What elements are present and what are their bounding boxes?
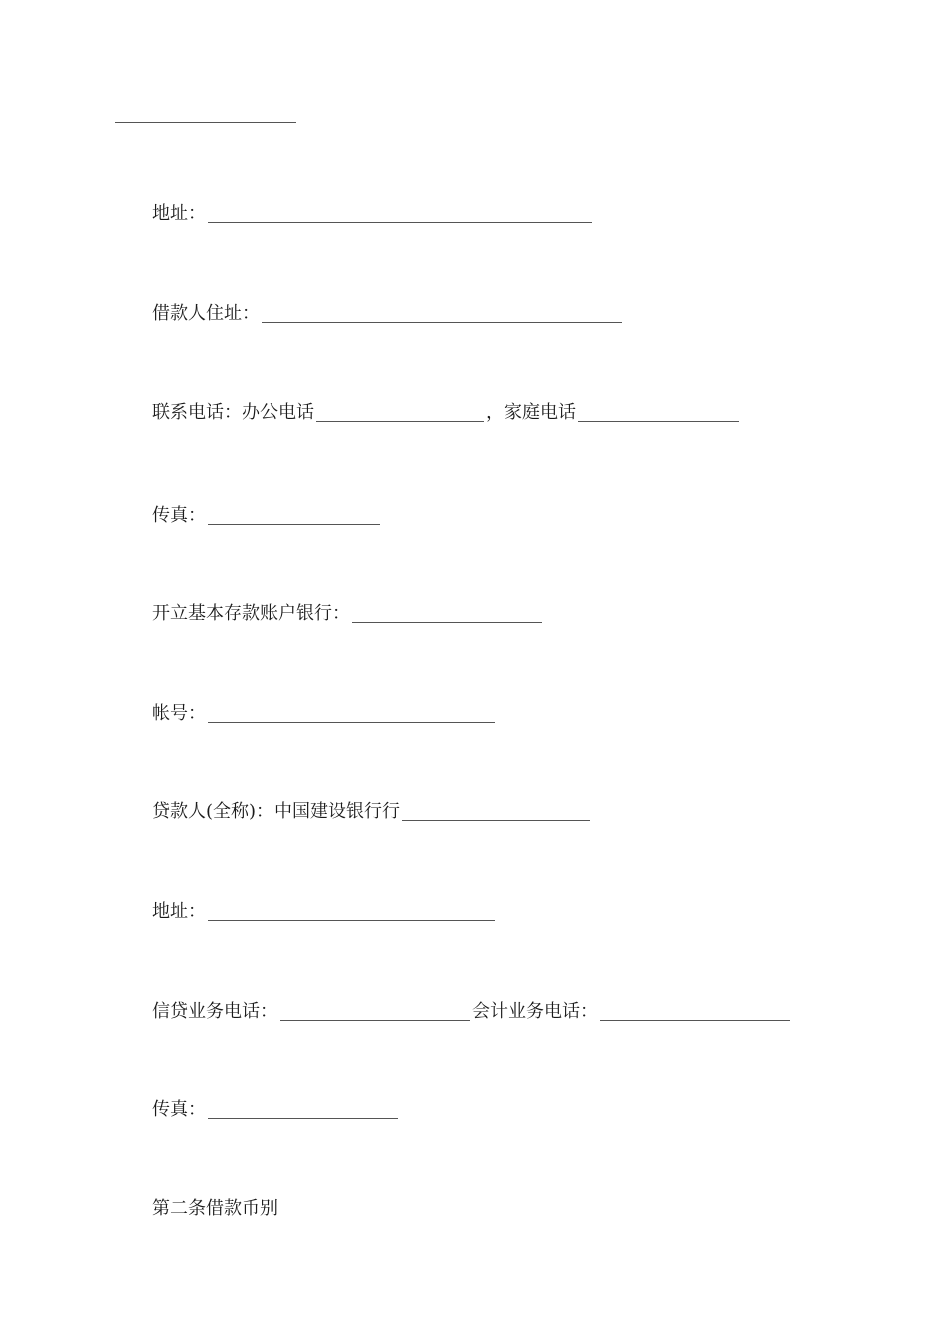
bank-label: 开立基本存款账户银行： bbox=[152, 603, 350, 624]
bank-blank[interactable] bbox=[352, 622, 542, 623]
line-address-1 bbox=[152, 201, 594, 227]
line-bank bbox=[152, 601, 544, 627]
accounting-phone-blank[interactable] bbox=[600, 1020, 790, 1021]
lender-blank[interactable] bbox=[402, 820, 590, 821]
account-label: 帐号： bbox=[152, 703, 206, 724]
address-label: 地址： bbox=[152, 203, 206, 224]
fax-blank[interactable] bbox=[208, 524, 380, 525]
lender-address-label: 地址： bbox=[152, 901, 206, 922]
lender-fax-blank[interactable] bbox=[208, 1118, 398, 1119]
line-borrower-address bbox=[152, 301, 624, 327]
lender-address-blank[interactable] bbox=[208, 920, 495, 921]
address-blank[interactable] bbox=[208, 222, 592, 223]
borrower-address-label: 借款人住址： bbox=[152, 303, 260, 324]
home-phone-blank[interactable] bbox=[578, 421, 739, 422]
contact-phone-label: 联系电话：办公电话 bbox=[152, 402, 314, 423]
fax-label: 传真： bbox=[152, 505, 206, 526]
account-blank[interactable] bbox=[208, 722, 495, 723]
line-contact-phone bbox=[152, 400, 741, 426]
line-fax-2 bbox=[152, 1097, 400, 1123]
line-fax-1 bbox=[152, 503, 382, 529]
article-2-heading: 第二条借款币别 bbox=[152, 1198, 278, 1219]
lender-label: 贷款人(全称)：中国建设银行行 bbox=[152, 801, 401, 822]
accounting-phone-label: 会计业务电话： bbox=[472, 1001, 598, 1022]
credit-phone-label: 信贷业务电话： bbox=[152, 1001, 278, 1022]
line-account bbox=[152, 701, 497, 727]
line-lender bbox=[152, 799, 592, 825]
line-credit-phone bbox=[152, 999, 792, 1025]
line-article-2 bbox=[152, 1196, 278, 1222]
credit-phone-blank[interactable] bbox=[280, 1020, 470, 1021]
lender-fax-label: 传真： bbox=[152, 1099, 206, 1120]
borrower-address-blank[interactable] bbox=[262, 322, 622, 323]
top-divider-line bbox=[115, 122, 296, 123]
home-phone-label: ，家庭电话 bbox=[486, 402, 576, 423]
line-address-2 bbox=[152, 899, 497, 925]
office-phone-blank[interactable] bbox=[316, 421, 484, 422]
